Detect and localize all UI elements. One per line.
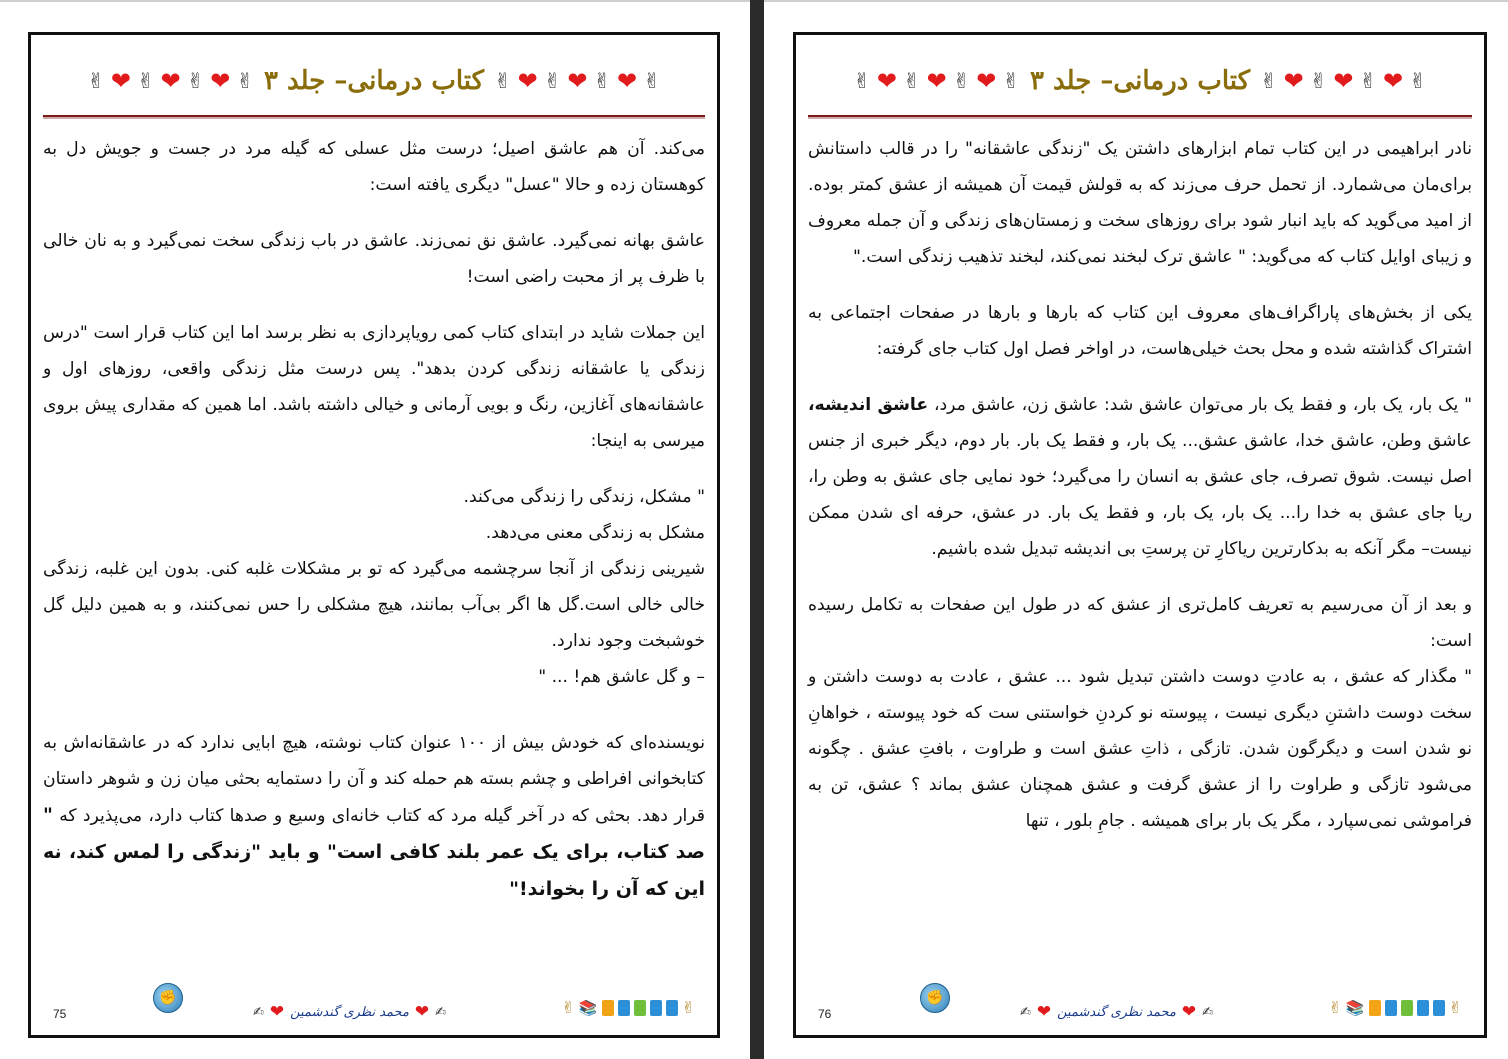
peace-hand-icon: ✌ <box>902 68 921 93</box>
pen-icon: ✍ <box>1202 1005 1214 1020</box>
paragraph <box>43 725 705 908</box>
peace-hand-icon: ✌ <box>593 68 612 93</box>
book-spine <box>750 0 764 1059</box>
author-signature: محمد نظری گندشمین <box>1057 1005 1176 1020</box>
heart-icon: ❤ <box>269 1002 285 1022</box>
page-75 <box>28 32 720 1038</box>
book-icon <box>1417 1000 1429 1016</box>
book-row-icon <box>562 998 696 1017</box>
page-76 <box>793 32 1487 1038</box>
header-divider <box>808 115 1472 119</box>
quote-line: " مشکل، زندگی را زندگی می‌کند. <box>463 487 705 507</box>
block-quote <box>808 387 1472 567</box>
book-icon <box>1369 1000 1381 1016</box>
peace-hand-icon: ✌ <box>1259 68 1278 93</box>
header-ornaments-right <box>1260 69 1427 93</box>
page-title: کتاب درمانی– جلد ۳ <box>1030 66 1250 96</box>
book-icon <box>618 1000 630 1016</box>
paragraph: " مگذار که عشق ، به عادتِ دوست داشتن تبدیل شود ... عشق ، عادت به دوست داشتن و سخت دوست داشتنِ دیگری نیست ، پیوسته نو کردنِ خواستنی ست که خود پیوسته ، خواهانِ نو شدن است و دیگرگون شدن. تازگی ، ذاتِ عشق است و طراوت ، بافتِ عشق . چگونه می‌شود تازگی و طراوت را از عشق گرفت و عشق همچنان عشق بماند ؟ عشق، تن به فراموشی نمی‌سپارد ، مگر یک بار برای همیشه . جامِ بلور ، تنها <box>808 667 1472 831</box>
quote-line: – و گل عاشق هم! ... " <box>538 667 705 687</box>
paragraph: می‌کند. آن هم عاشق اصیل؛ درست مثل عسلی که گیله مرد در جست و جویش دل به کوهستان زده و حالا "عسل" دیگری یافته است: <box>43 139 705 195</box>
heart-icon: ❤ <box>1181 1002 1197 1022</box>
peace-hand-icon: ✌ <box>543 68 562 93</box>
peace-hand-icon: ✌ <box>1359 68 1378 93</box>
peace-hand-icon: ✌ <box>1448 998 1462 1017</box>
header-ornaments-right <box>494 69 661 93</box>
book-icon <box>650 1000 662 1016</box>
peace-hand-icon: ✌ <box>1002 68 1021 93</box>
peace-hand-icon: ✌ <box>561 998 575 1017</box>
header-ornaments-left <box>853 69 1020 93</box>
book-stack-icon: 📚 <box>1345 998 1365 1017</box>
page-number: 76 <box>818 1007 832 1021</box>
book-stack-icon: 📚 <box>578 998 598 1017</box>
author-signature-block <box>1020 1004 1213 1021</box>
heart-icon: ❤ <box>160 67 181 95</box>
closing-bold-quote: " صد کتاب، برای یک عمر بلند کافی است" و باید "زندگی را لمس کند، نه این که آن را بخواند!" <box>43 804 705 900</box>
header-ornaments-left <box>87 69 254 93</box>
book-icon <box>1401 1000 1413 1016</box>
paragraph: و بعد از آن می‌رسیم به تعریف کامل‌تری از عشق که در طول این صفحات به تکامل رسیده است: <box>808 595 1472 651</box>
pen-icon: ✍ <box>435 1005 447 1020</box>
pen-icon: ✍ <box>1020 1005 1031 1020</box>
peace-hand-icon: ✌ <box>1309 68 1328 93</box>
heart-icon: ❤ <box>414 1002 430 1022</box>
page-body <box>43 131 705 928</box>
heart-icon: ❤ <box>1036 1002 1052 1022</box>
logo-badge-icon: ✊ <box>920 983 950 1013</box>
quote-line: مشکل به زندگی معنی می‌دهد. <box>485 523 705 543</box>
logo-badge-icon: ✊ <box>153 983 183 1013</box>
heart-icon: ❤ <box>1383 67 1404 95</box>
heart-icon: ❤ <box>1333 67 1354 95</box>
page-header <box>806 53 1474 109</box>
author-signature-block <box>253 1004 446 1021</box>
book-icon <box>1433 1000 1445 1016</box>
quote-bold: عاشق اندیشه، <box>808 395 929 415</box>
page-number: 75 <box>53 1007 67 1021</box>
heart-icon: ❤ <box>617 67 638 95</box>
peace-hand-icon: ✌ <box>681 998 695 1017</box>
book-icon <box>666 1000 678 1016</box>
page-header <box>41 53 707 109</box>
page-body <box>808 131 1472 839</box>
peace-hand-icon: ✌ <box>853 68 871 93</box>
header-divider <box>43 115 705 119</box>
quote-rest: عاشق وطن، عاشق خدا، عاشق عشق... یک بار، و فقط یک بار. بار دوم، دیگر خبری از جنس اصل نیست. شوق تصرف، جای عشق به انسان را می‌گیرد؛ خود نمایی جای عشق به وطن را، ریا جای عشق به خدا را... یک بار، یک بار، و فقط یک بار. در عشق، حرفه ای شدن ممکن نیست– مگر آنکه به بدکارترین ریاکارِ تن پرستِ بی اندیشه تبدیل شده باشیم. <box>808 431 1472 559</box>
peace-hand-icon: ✌ <box>186 68 205 93</box>
peace-hand-icon: ✌ <box>493 68 512 93</box>
peace-hand-icon: ✌ <box>952 68 971 93</box>
page-footer <box>43 987 705 1027</box>
block-quote <box>43 479 705 695</box>
heart-icon: ❤ <box>517 67 538 95</box>
peace-hand-icon: ✌ <box>643 68 661 93</box>
book-icon <box>634 1000 646 1016</box>
heart-icon: ❤ <box>210 67 231 95</box>
heart-icon: ❤ <box>976 67 997 95</box>
paragraph: یکی از بخش‌های پاراگراف‌های معروف این کتاب که بارها و بارها در صفحات اجتماعی به اشتراک گذاشته شده و محل بحث خیلی‌هاست، در اواخر فصل اول کتاب جای گرفته: <box>808 303 1472 359</box>
pen-icon: ✍ <box>253 1005 264 1020</box>
heart-icon: ❤ <box>1283 67 1304 95</box>
author-signature: محمد نظری گندشمین <box>290 1005 409 1020</box>
page-title: کتاب درمانی– جلد ۳ <box>264 66 484 96</box>
peace-hand-icon: ✌ <box>87 68 105 93</box>
paragraph: نادر ابراهیمی در این کتاب تمام ابزارهای داشتن یک "زندگی عاشقانه" را در قالب داستانش برای‌مان می‌شمارد. از تحمل حرف می‌زند که به قولش قیمت آن همیشه از عشق کمتر بوده. از امید می‌گوید که باید انبار شود برای روزهای سخت و زمستان‌های زندگی و آن جمله معروف و زیبای اوایل کتاب که می‌گوید: " عاشق ترک لبخند نمی‌کند، لبخند تذهیب زندگی است." <box>808 139 1472 267</box>
peace-hand-icon: ✌ <box>1409 68 1427 93</box>
book-row-icon <box>1329 998 1463 1017</box>
paragraph: عاشق بهانه نمی‌گیرد. عاشق نق نمی‌زند. عاشق در باب زندگی سخت نمی‌گیرد و به نان خالی با ظرف پر از محبت راضی است! <box>43 231 705 287</box>
quote-start: " یک بار، یک بار، و فقط یک بار می‌توان عاشق شد: عاشق زن، عاشق مرد، <box>933 395 1473 415</box>
page-footer <box>808 987 1472 1027</box>
closing-text: نویسنده‌ای که خودش بیش از ۱۰۰ عنوان کتاب نوشته، هیچ ابایی ندارد که در عاشقانه‌اش به کتابخوانی افراطی و چشم بسته هم حمله کند و آن را دستمایه بحثی میان زن و شوهر داستان قرار دهد. بحثی که در آخر گیله مرد که کتاب خانه‌ای وسیع و صدها کتاب دارد، می‌پذیرد که <box>43 733 705 826</box>
heart-icon: ❤ <box>567 67 588 95</box>
heart-icon: ❤ <box>926 67 947 95</box>
peace-hand-icon: ✌ <box>136 68 155 93</box>
peace-hand-icon: ✌ <box>236 68 255 93</box>
book-icon <box>602 1000 614 1016</box>
heart-icon: ❤ <box>110 67 131 95</box>
paragraph: این جملات شاید در ابتدای کتاب کمی رویاپردازی به نظر برسد اما این کتاب قرار است "درس زندگی یا عاشقانه زندگی کردن بدهد". پس درست مثل زندگی واقعی، روزهای اول و عاشقانه‌های آغازین، رنگ و بویی آرمانی و خیالی داشته باشد. اما همین که مقداری پیش بروی میرسی به اینجا: <box>43 323 705 451</box>
quote-line: شیرینی زندگی از آنجا سرچشمه می‌گیرد که تو بر مشکلات غلبه کنی. بدون این غلبه، زندگی خالی خالی است.گل ها اگر بی‌آب بمانند، هیچ مشکلی را حس نمی‌کنند، و به همین دلیل گل خوشبخت وجود ندارد. <box>43 559 705 651</box>
book-icon <box>1385 1000 1397 1016</box>
peace-hand-icon: ✌ <box>1328 998 1342 1017</box>
heart-icon: ❤ <box>876 67 897 95</box>
